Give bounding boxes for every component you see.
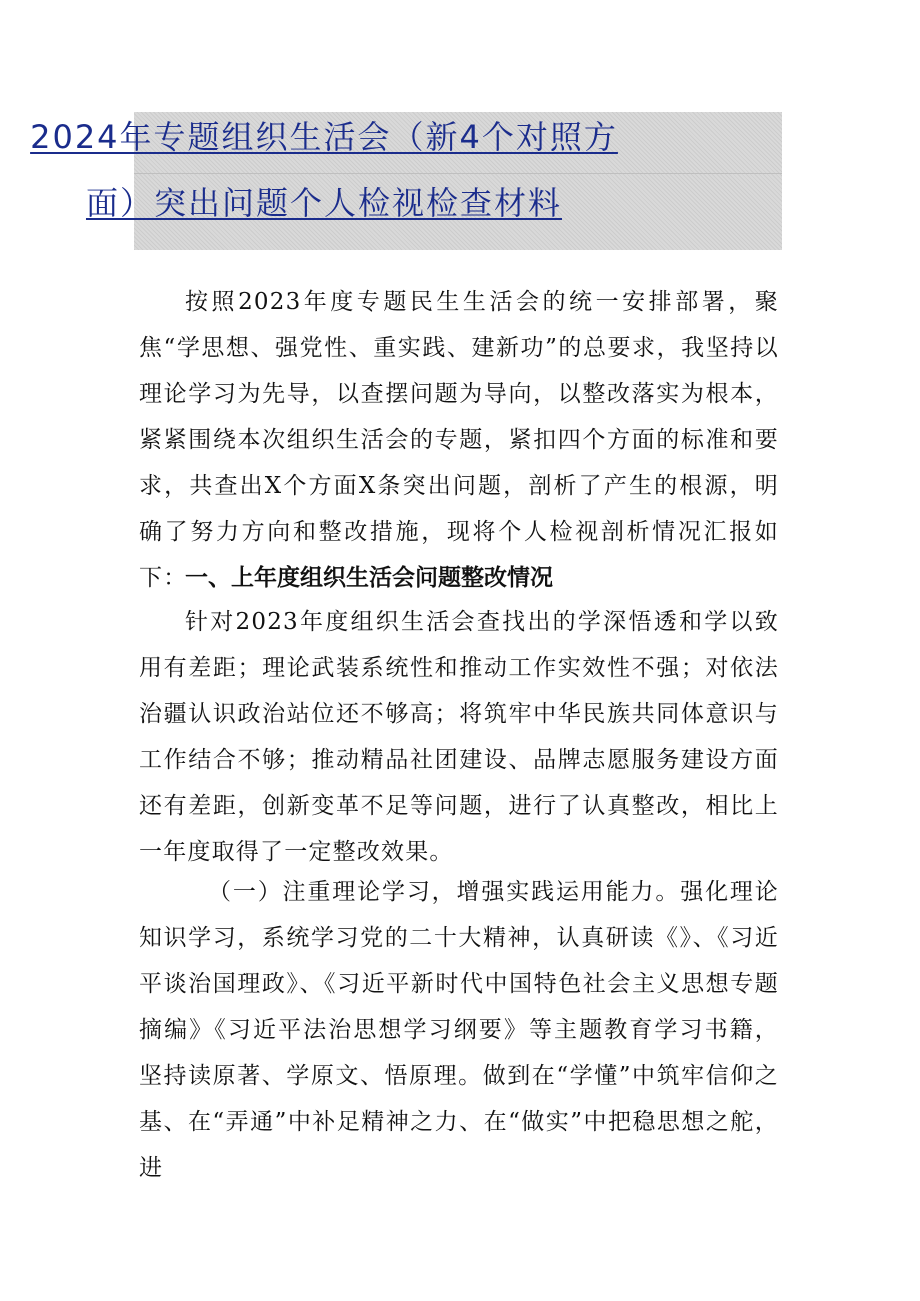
document-title-line-2: 面）突出问题个人检视检查材料	[85, 184, 562, 222]
theory-study-paragraph: （一）注重理论学习，增强实践运用能力。强化理论知识学习，系统学习党的二十大精神，认真研读《》、《习近平谈治国理政》、《习近平新时代中国特色社会主义思想专题摘编》《习近平法治思想学习纲要》等主题教育学习书籍，坚持读原著、学原文、悟原理。做到在“学懂”中筑牢信仰之基、在“弄通”中补足精神之力、在“做实”中把稳思想之舵，进	[139, 879, 779, 1181]
rectification-paragraph: 针对2023年度组织生活会查找出的学深悟透和学以致用有差距；理论武装系统性和推动工作实效性不强；对依法治疆认识政治站位还不够高；将筑牢中华民族共同体意识与工作结合不够；推动精品社团建设、品牌志愿服务建设方面还有差距，创新变革不足等问题，进行了认真整改，相比上一年度取得了一定整改效果。	[139, 609, 779, 865]
intro-paragraph: 按照2023年度专题民生生活会的统一安排部署，聚焦“学思想、强党性、重实践、建新功”的总要求，我坚持以理论学习为先导，以查摆问题为导向，以整改落实为根本，紧紧围绕本次组织生活会的专题，紧扣四个方面的标准和要求，共查出X个方面X条突出问题，剖析了产生的根源，明确了努力方向和整改措施，现将个人检视剖析情况汇报如下：	[139, 289, 779, 591]
document-title-line-1: 2024年专题组织生活会（新4个对照方	[30, 118, 618, 156]
section-heading-1: 一、上年度组织生活会问题整改情况	[185, 565, 553, 591]
title-divider	[134, 173, 782, 174]
